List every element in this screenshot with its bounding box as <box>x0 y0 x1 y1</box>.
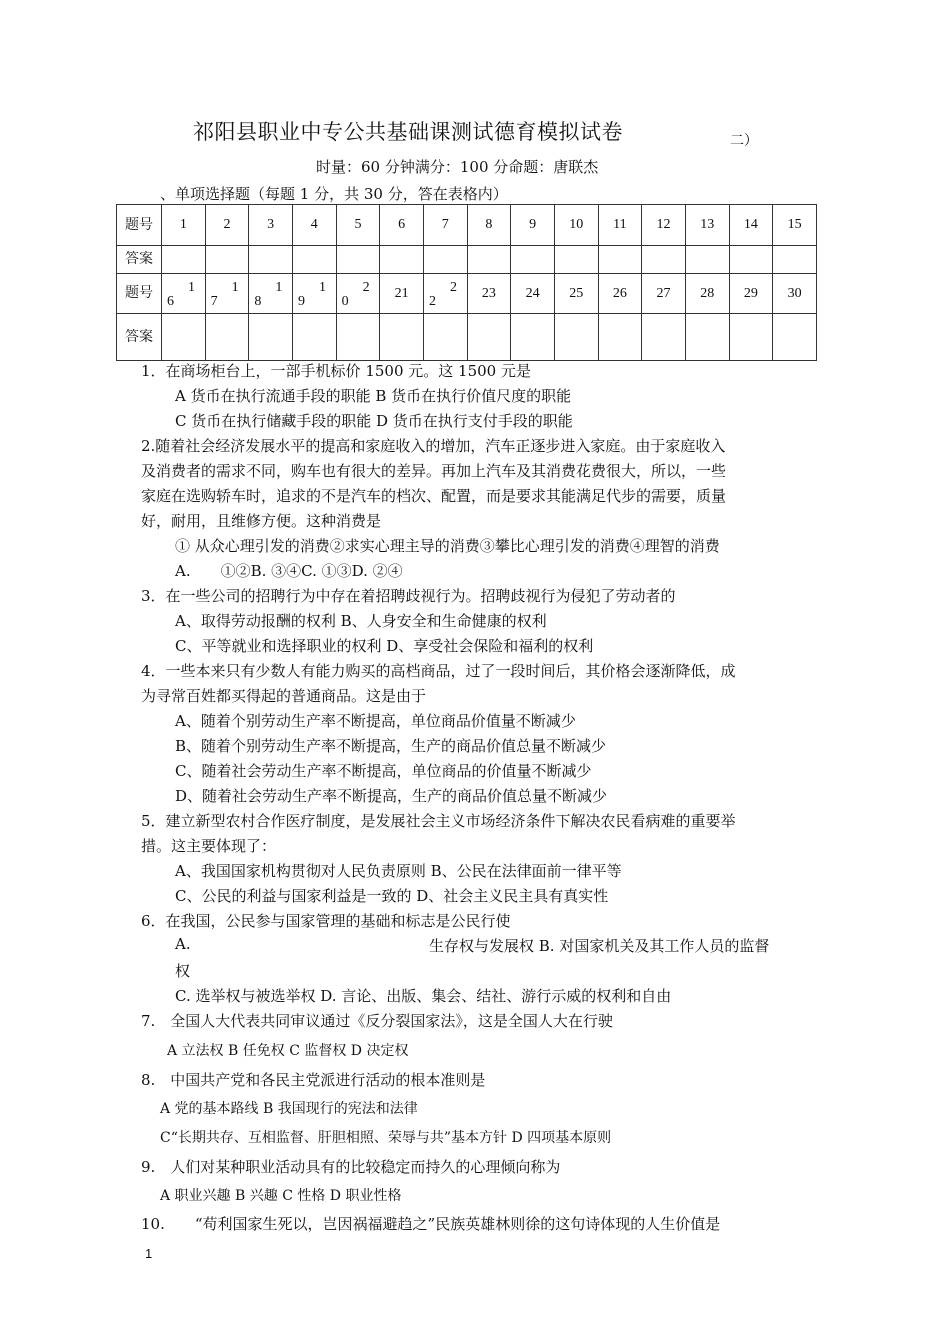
question-number: 9 <box>511 205 555 246</box>
answer-cell[interactable] <box>423 314 467 361</box>
row-label: 题号 <box>117 274 162 314</box>
question-number: 6 <box>380 205 424 246</box>
question-number: 2 0 <box>336 274 380 314</box>
exam-info: 时量：60 分钟满分：100 分命题：唐联杰 <box>316 158 599 176</box>
question-number: 1 8 <box>249 274 293 314</box>
answer-cell[interactable] <box>511 246 555 274</box>
answer-cell[interactable] <box>292 314 336 361</box>
title-suffix: 二） <box>730 133 758 149</box>
question-6-stem: 6．在我国，公民参与国家管理的基础和标志是公民行使 <box>141 912 511 930</box>
answer-cell[interactable] <box>729 246 773 274</box>
question-number: 28 <box>685 274 729 314</box>
question-6-options-ab: 生存权与发展权 B. 对国家机关及其工作人员的监督 <box>429 937 770 955</box>
page-number: 1 <box>145 1246 153 1261</box>
question-number: 10 <box>554 205 598 246</box>
question-5-stem-line1: 5．建立新型农村合作医疗制度，是发展社会主义市场经济条件下解决农民看病难的重要举 <box>141 812 736 830</box>
answer-cell[interactable] <box>336 246 380 274</box>
question-number: 26 <box>598 274 642 314</box>
question-1-options-cd: C 货币在执行储藏手段的职能 D 货币在执行支付手段的职能 <box>175 412 573 430</box>
question-number: 25 <box>554 274 598 314</box>
question-number: 15 <box>773 205 817 246</box>
answer-cell[interactable] <box>162 246 206 274</box>
answer-cell[interactable] <box>642 246 686 274</box>
table-row <box>117 246 817 274</box>
question-8-options-ab: A 党的基本路线 B 我国现行的宪法和法律 <box>160 1101 418 1117</box>
answer-cell[interactable] <box>292 246 336 274</box>
page-title: 祁阳县职业中专公共基础课测试德育模拟试卷 <box>193 120 623 144</box>
question-number: 30 <box>773 274 817 314</box>
question-number: 27 <box>642 274 686 314</box>
question-4-option-c: C、随着社会劳动生产率不断提高，单位商品的价值量不断减少 <box>175 762 592 780</box>
answer-cell[interactable] <box>729 314 773 361</box>
question-number: 11 <box>598 205 642 246</box>
question-10-stem: 10. “苟利国家生死以，岂因祸福避趋之”民族英雄林则徐的这句诗体现的人生价值是 <box>141 1215 721 1233</box>
answer-cell[interactable] <box>554 314 598 361</box>
section-heading: 、单项选择题（每题 1 分，共 30 分，答在表格内） <box>160 185 508 203</box>
question-number: 24 <box>511 274 555 314</box>
answer-cell[interactable] <box>380 246 424 274</box>
row-label: 答案 <box>117 246 162 274</box>
answer-cell[interactable] <box>685 314 729 361</box>
question-number: 1 9 <box>292 274 336 314</box>
question-4-option-a: A、随着个别劳动生产率不断提高，单位商品价值量不断减少 <box>175 712 576 730</box>
question-number: 1 6 <box>162 274 206 314</box>
answer-cell[interactable] <box>511 314 555 361</box>
question-2-stem-line3: 家庭在选购轿车时，追求的不是汽车的档次、配置，而是要求其能满足代步的需要，质量 <box>141 487 727 505</box>
answer-cell[interactable] <box>554 246 598 274</box>
question-number: 7 <box>423 205 467 246</box>
question-8-stem: 8. 中国共产党和各民主党派进行活动的根本准则是 <box>141 1071 486 1089</box>
question-5-options-cd: C、公民的利益与国家利益是一致的 D、社会主义民主具有真实性 <box>175 887 609 905</box>
question-number: 5 <box>336 205 380 246</box>
answer-cell[interactable] <box>773 246 817 274</box>
question-4-option-b: B、随着个别劳动生产率不断提高，生产的商品价值总量不断减少 <box>175 737 607 755</box>
question-6-options-cd: C. 选举权与被选举权 D. 言论、出版、集会、结社、游行示威的权利和自由 <box>175 987 672 1005</box>
question-number: 2 2 <box>423 274 467 314</box>
question-1-stem: 1．在商场柜台上，一部手机标价 1500 元。这 1500 元是 <box>141 362 531 380</box>
question-number: 3 <box>249 205 293 246</box>
answer-cell[interactable] <box>205 246 249 274</box>
answer-cell[interactable] <box>423 246 467 274</box>
question-number: 2 <box>205 205 249 246</box>
question-4-stem-line2: 为寻常百姓都买得起的普通商品。这是由于 <box>141 687 427 705</box>
question-number: 21 <box>380 274 424 314</box>
question-9-options: A 职业兴趣 B 兴趣 C 性格 D 职业性格 <box>160 1188 402 1204</box>
row-label: 题号 <box>117 205 162 246</box>
question-3-options-cd: C、平等就业和选择职业的权利 D、享受社会保险和福利的权利 <box>175 637 594 655</box>
question-2-items: ① 从众心理引发的消费②求实心理主导的消费③攀比心理引发的消费④理智的消费 <box>175 537 720 555</box>
answer-cell[interactable] <box>249 314 293 361</box>
question-4-stem-line1: 4．一些本来只有少数人有能力购买的高档商品，过了一段时间后，其价格会逐渐降低，成 <box>141 662 736 680</box>
answer-cell[interactable] <box>773 314 817 361</box>
answer-cell[interactable] <box>642 314 686 361</box>
question-number: 23 <box>467 274 511 314</box>
answer-cell[interactable] <box>467 246 511 274</box>
question-number: 1 <box>162 205 206 246</box>
question-4-option-d: D、随着社会劳动生产率不断提高，生产的商品价值总量不断减少 <box>175 787 608 805</box>
question-8-options-cd: C“长期共存、互相监督、肝胆相照、荣辱与共”基本方针 D 四项基本原则 <box>160 1130 612 1146</box>
table-row <box>117 274 817 314</box>
question-number: 13 <box>685 205 729 246</box>
question-7-stem: 7. 全国人大代表共同审议通过《反分裂国家法》，这是全国人大在行驶 <box>141 1012 613 1030</box>
question-2-options: A. ①②B. ③④C. ①③D. ②④ <box>175 562 403 580</box>
answer-cell[interactable] <box>336 314 380 361</box>
question-2-stem-line2: 及消费者的需求不同，购车也有很大的差异。再加上汽车及其消费花费很大，所以，一些 <box>141 462 727 480</box>
answer-cell[interactable] <box>249 246 293 274</box>
question-number: 8 <box>467 205 511 246</box>
answer-cell[interactable] <box>685 246 729 274</box>
question-number: 29 <box>729 274 773 314</box>
question-number: 14 <box>729 205 773 246</box>
table-row <box>117 314 817 361</box>
table-row <box>117 205 817 246</box>
question-6-options-ab-cont: 权 <box>175 962 191 980</box>
row-label: 答案 <box>117 314 162 361</box>
answer-cell[interactable] <box>205 314 249 361</box>
question-9-stem: 9. 人们对某种职业活动具有的比较稳定而持久的心理倾向称为 <box>141 1158 561 1176</box>
question-3-options-ab: A、取得劳动报酬的权利 B、人身安全和生命健康的权利 <box>175 612 547 630</box>
answer-cell[interactable] <box>162 314 206 361</box>
answer-cell[interactable] <box>467 314 511 361</box>
question-5-options-ab: A、我国国家机构贯彻对人民负责原则 B、公民在法律面前一律平等 <box>175 862 622 880</box>
question-7-options: A 立法权 B 任免权 C 监督权 D 决定权 <box>167 1043 409 1059</box>
question-5-stem-line2: 措。这主要体现了： <box>141 837 277 855</box>
question-3-stem: 3．在一些公司的招聘行为中存在着招聘歧视行为。招聘歧视行为侵犯了劳动者的 <box>141 587 676 605</box>
answer-cell[interactable] <box>380 314 424 361</box>
question-6-option-a-label: A. <box>175 935 191 953</box>
question-1-options-ab: A 货币在执行流通手段的职能 B 货币在执行价值尺度的职能 <box>175 387 572 405</box>
question-number: 4 <box>292 205 336 246</box>
question-2-stem-line1: 2.随着社会经济发展水平的提高和家庭收入的增加，汽车正逐步进入家庭。由于家庭收入 <box>141 437 726 455</box>
answer-table <box>116 204 817 361</box>
question-number: 12 <box>642 205 686 246</box>
answer-cell[interactable] <box>598 246 642 274</box>
answer-cell[interactable] <box>598 314 642 361</box>
question-number: 1 7 <box>205 274 249 314</box>
question-2-stem-line4: 好，耐用，且维修方便。这种消费是 <box>141 512 382 530</box>
